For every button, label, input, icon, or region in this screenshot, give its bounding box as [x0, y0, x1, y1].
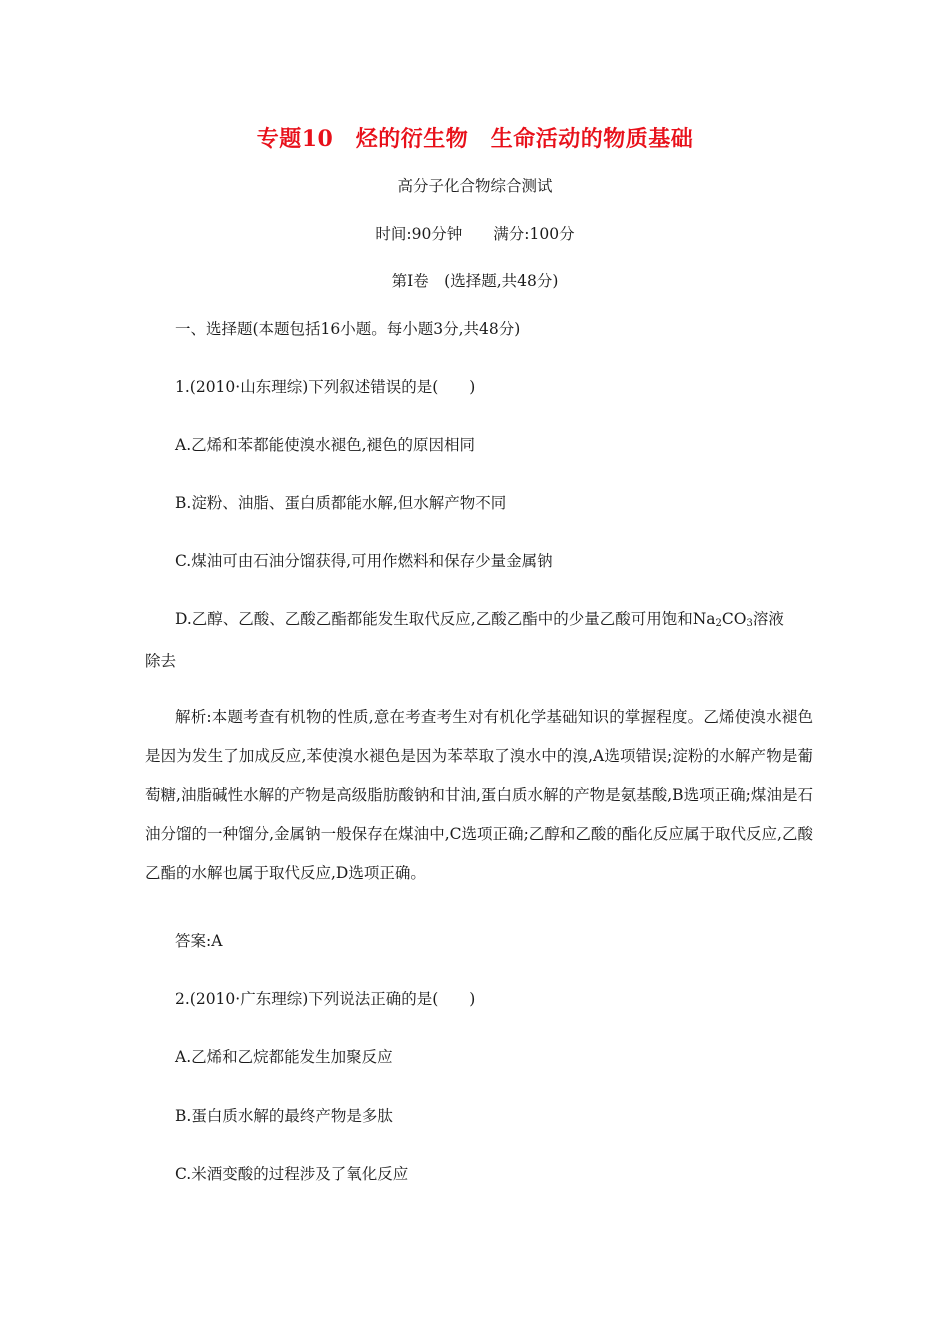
- option-d-suffix: 溶液: [752, 610, 784, 628]
- subscript-3: 3: [746, 618, 753, 629]
- question-2-option-b: B.蛋白质水解的最终产物是多肽: [175, 1107, 393, 1125]
- question-1-option-c: C.煤油可由石油分馏获得,可用作燃料和保存少量金属钠: [175, 552, 553, 570]
- section-heading: 一、选择题(本题包括16小题。每小题3分,共48分): [175, 320, 521, 338]
- subscript-2: 2: [715, 618, 722, 629]
- option-d-text: D.乙醇、乙酸、乙酸乙酯都能发生取代反应,乙酸乙酯中的少量乙酸可用饱和Na: [175, 610, 716, 628]
- question-1-option-d-continuation: 除去: [145, 652, 177, 670]
- question-1-option-d: [175, 607, 784, 629]
- document-title: 专题10 烃的衍生物 生命活动的物质基础: [256, 126, 694, 152]
- question-2-option-c: C.米酒变酸的过程涉及了氧化反应: [175, 1165, 409, 1183]
- question-1-option-b: B.淀粉、油脂、蛋白质都能水解,但水解产物不同: [175, 494, 507, 512]
- question-1-answer: 答案:A: [175, 932, 223, 950]
- time-score-info: 时间:90分钟 满分:100分: [375, 225, 575, 243]
- question-1-analysis: 解析:本题考查有机物的性质,意在考查考生对有机化学基础知识的掌握程度。乙烯使溴水褪色是因为发生了加成反应,苯使溴水褪色是因为苯萃取了溴水中的溴,A选项错误;淀粉的水解产物是葡萄糖,油脂碱性水解的产物是高级脂肪酸钠和甘油,蛋白质水解的产物是氨基酸,B选项正确;煤油是石油分馏的一种馏分,金属钠一般保存在煤油中,C选项正确;乙醇和乙酸的酯化反应属于取代反应,乙酸乙酯的水解也属于取代反应,D选项正确。: [145, 708, 813, 882]
- question-1-option-a: A.乙烯和苯都能使溴水褪色,褪色的原因相同: [175, 436, 476, 454]
- volume-heading: 第Ⅰ卷 (选择题,共48分): [391, 272, 559, 290]
- option-d-formula: CO: [721, 610, 747, 628]
- question-2-stem: 2.(2010·广东理综)下列说法正确的是( ): [175, 990, 476, 1008]
- question-1-stem: 1.(2010·山东理综)下列叙述错误的是( ): [175, 378, 476, 396]
- question-2-option-a: A.乙烯和乙烷都能发生加聚反应: [175, 1048, 393, 1066]
- document-subtitle: 高分子化合物综合测试: [397, 177, 553, 195]
